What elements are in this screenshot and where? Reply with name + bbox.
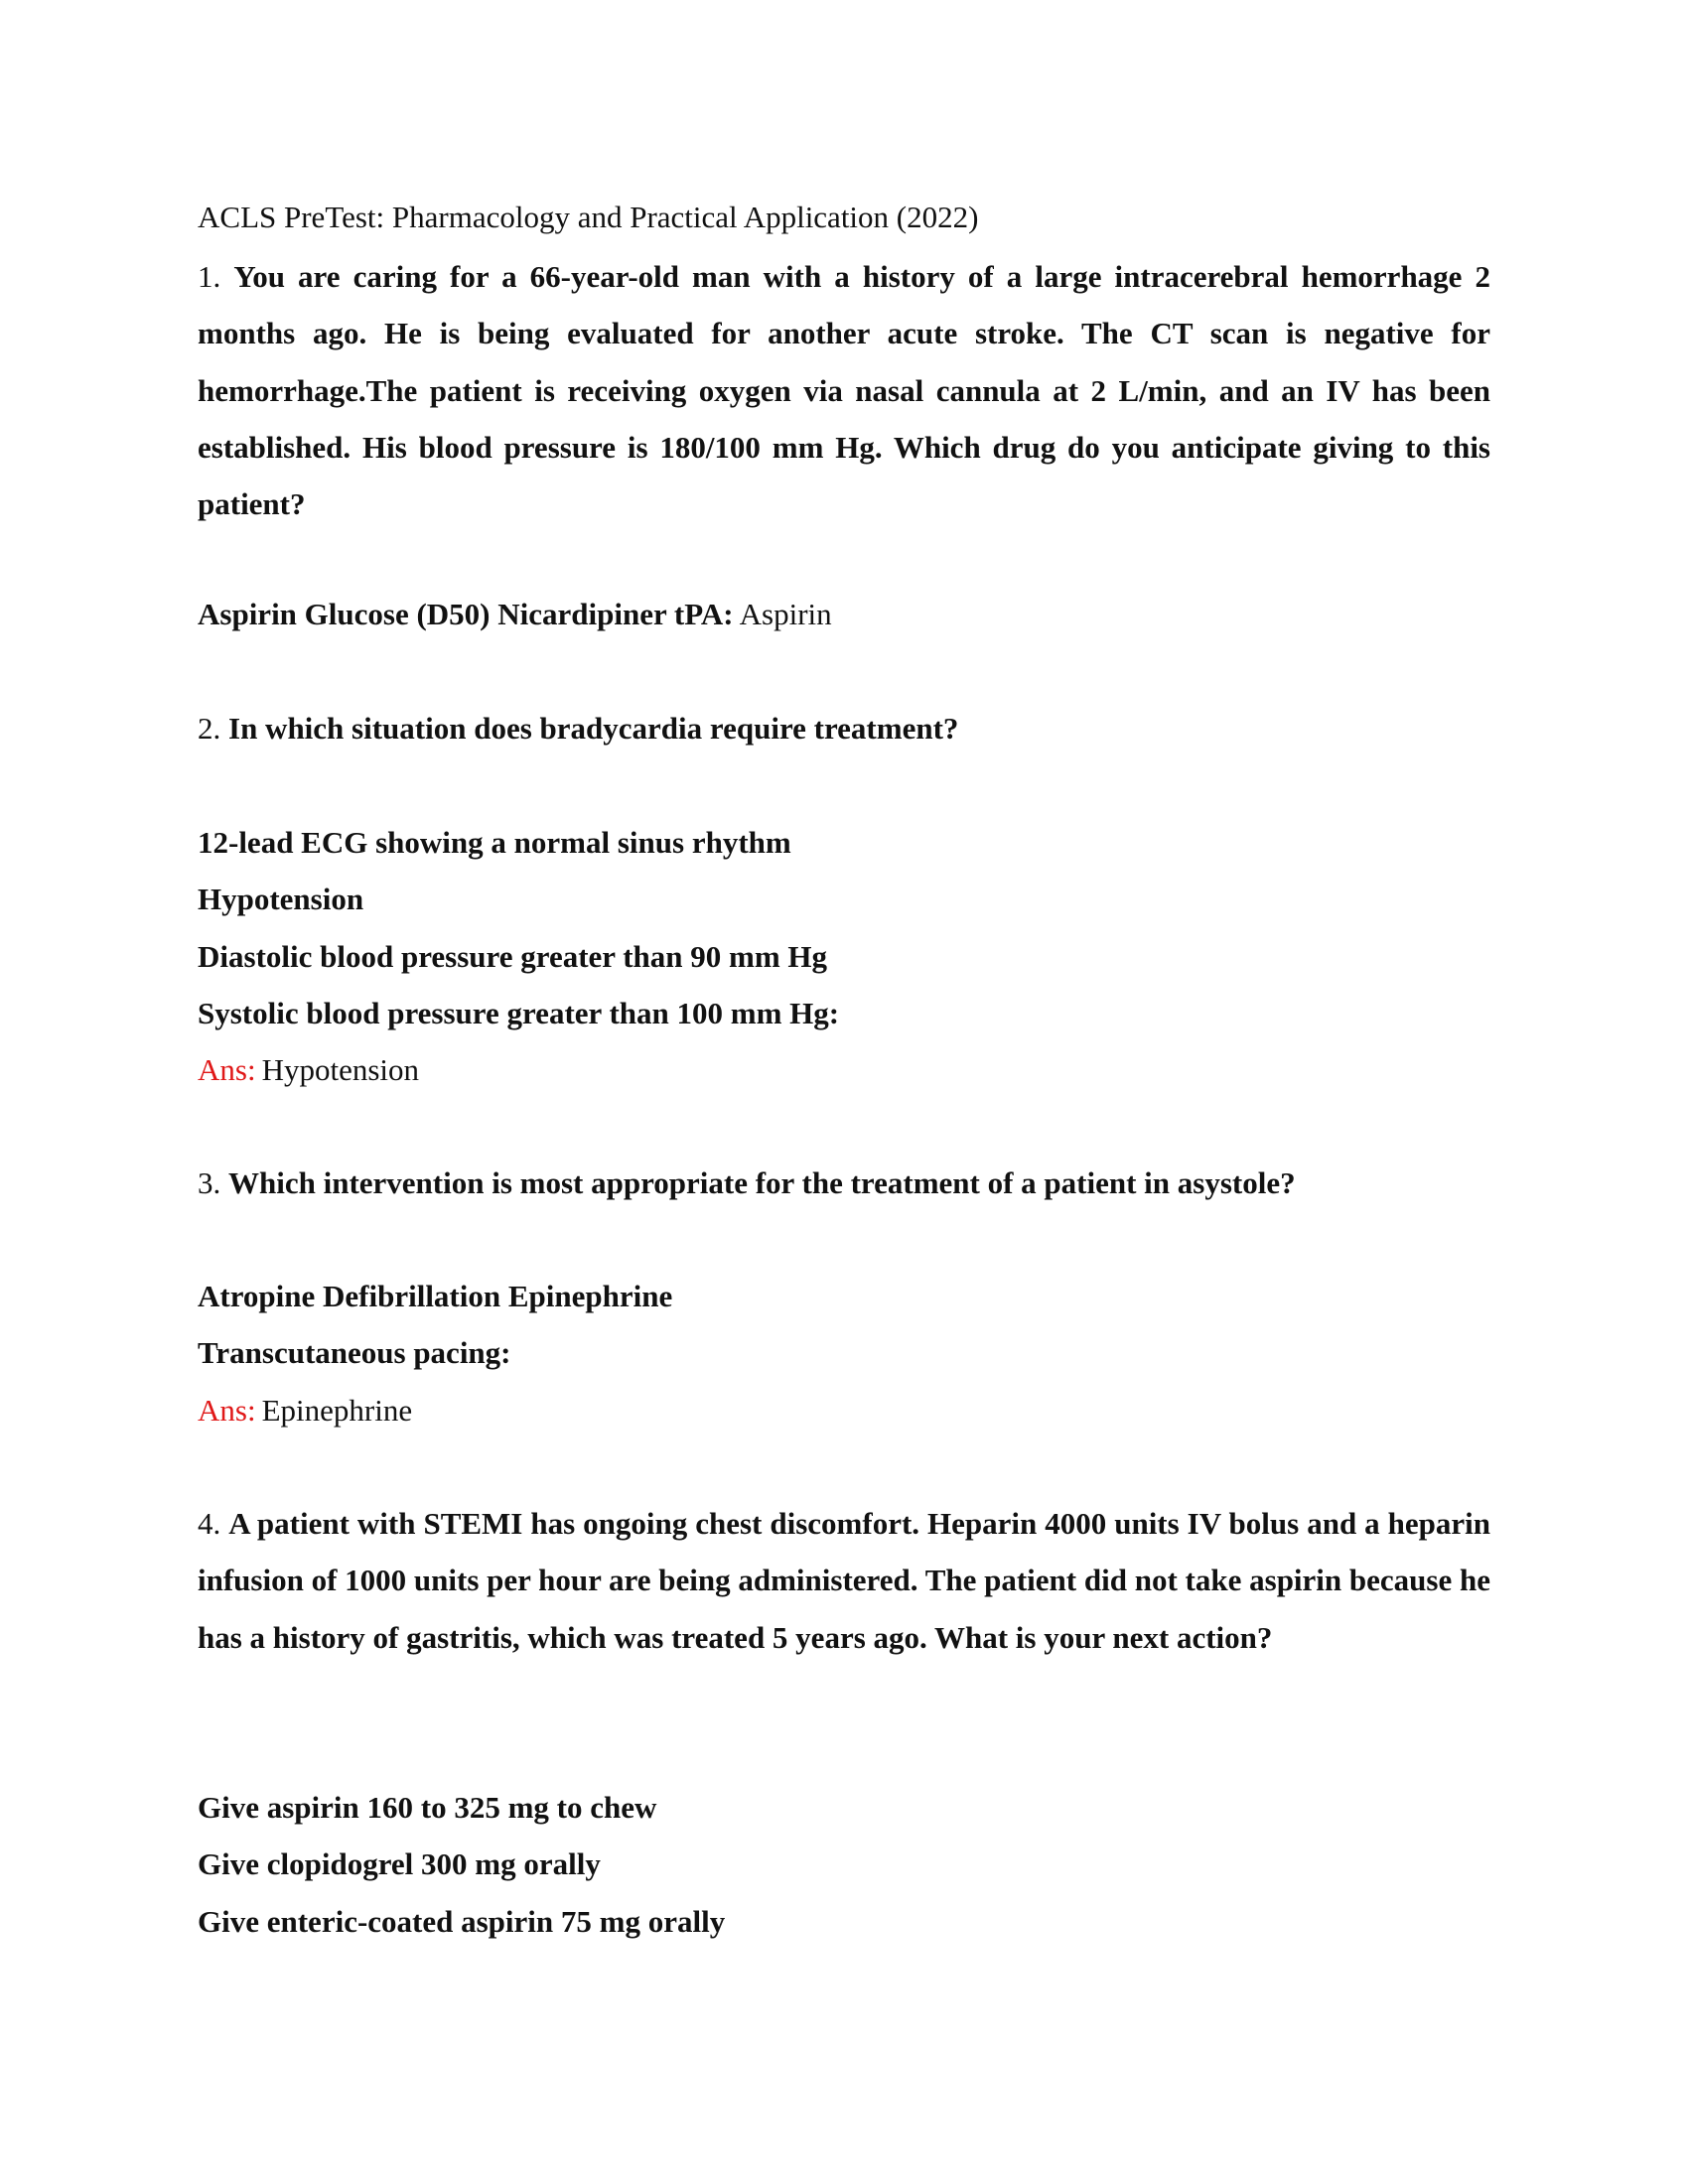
question-text: A patient with STEMI has ongoing chest discomfort. Heparin 4000 units IV bolus and a heparin infusion of 1000 units per hour are being administered. The patient did not take aspirin because he has a history of gastritis, which was treated 5 years ago. What is your next action?	[198, 1506, 1491, 1655]
option-item: Atropine Defibrillation Epinephrine	[198, 1279, 673, 1313]
question-number: 2.	[198, 711, 221, 746]
question-text: In which situation does bradycardia require treatment?	[228, 711, 959, 746]
question-number: 1.	[198, 259, 221, 294]
option-item: 12-lead ECG showing a normal sinus rhythm	[198, 825, 791, 860]
question-number: 3.	[198, 1165, 221, 1200]
question-3-options	[198, 1268, 1490, 1438]
answer-label: Ans:	[198, 1392, 256, 1428]
question-number: 4.	[198, 1506, 221, 1541]
question-3	[198, 1155, 1490, 1211]
option-list: Aspirin Glucose (D50) Nicardipiner tPA:	[198, 597, 734, 631]
options-line	[198, 586, 1490, 642]
option-item: Systolic blood pressure greater than 100 mm Hg:	[198, 995, 840, 1030]
question-2-options	[198, 814, 1490, 1098]
question-4-options	[198, 1779, 1490, 1950]
question-1	[198, 248, 1490, 532]
option-item: Hypotension	[198, 882, 364, 917]
option-item: Transcutaneous pacing:	[198, 1335, 511, 1371]
answer-label: Ans:	[198, 1052, 256, 1088]
answer-line	[198, 1041, 1490, 1098]
answer-value: Epinephrine	[261, 1392, 413, 1428]
question-2	[198, 700, 1490, 756]
question-4	[198, 1495, 1490, 1666]
document-title: ACLS PreTest: Pharmacology and Practical Application (2022)	[198, 200, 979, 234]
option-item: Give clopidogrel 300 mg orally	[198, 1846, 601, 1882]
answer-line	[198, 1382, 1490, 1438]
question-1-options	[198, 586, 1490, 642]
question-text: You are caring for a 66-year-old man with a history of a large intracerebral hemorrhage 2 months ago. He is being evaluated for another acute stroke. The CT scan is negative for hemorrhage.The patient is receiving oxygen via nasal cannula at 2 L/min, and an IV has been established. His blood pressure is 180/100 mm Hg. Which drug do you anticipate giving to this patient?	[198, 259, 1490, 522]
option-item: Give aspirin 160 to 325 mg to chew	[198, 1790, 657, 1825]
answer-value: Aspirin	[739, 597, 832, 631]
answer-value: Hypotension	[261, 1052, 420, 1088]
question-text: Which intervention is most appropriate for the treatment of a patient in asystole?	[228, 1165, 1296, 1200]
option-item: Give enteric-coated aspirin 75 mg orally	[198, 1903, 726, 1939]
option-item: Diastolic blood pressure greater than 90 mm Hg	[198, 938, 828, 974]
